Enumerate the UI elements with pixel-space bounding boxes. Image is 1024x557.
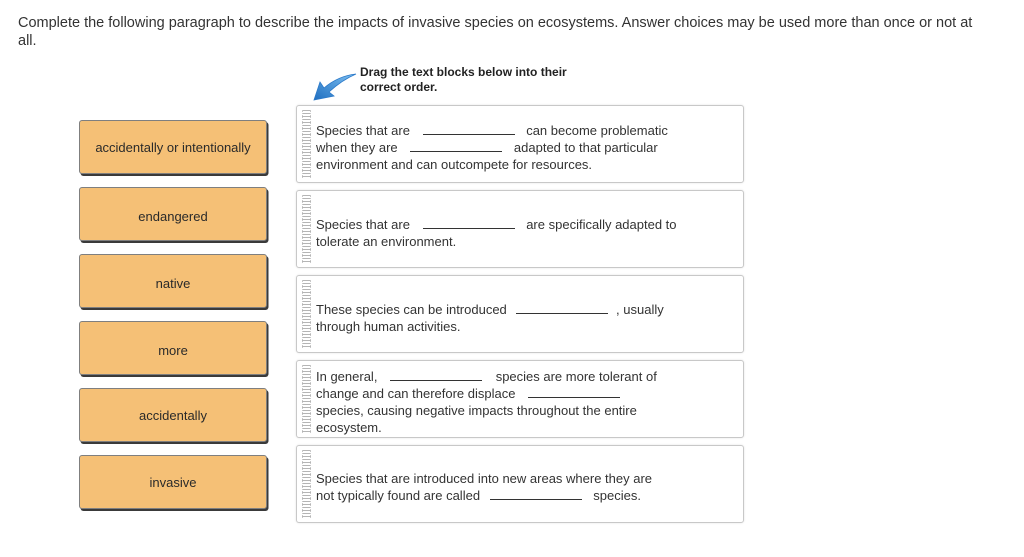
sentence-fragment: species. (593, 488, 641, 503)
sentence-line: ecosystem. (316, 420, 382, 435)
sentence-fragment: change and can therefore displace (316, 386, 516, 401)
sentence-line (316, 139, 733, 156)
drop-blank[interactable] (490, 488, 582, 500)
drop-blank[interactable] (390, 369, 482, 381)
curved-arrow-icon (312, 70, 358, 102)
drop-blank[interactable] (423, 217, 515, 229)
sentence-line: environment and can outcompete for resources. (316, 157, 593, 172)
drag-grip-icon[interactable] (302, 195, 311, 263)
answer-chip-native[interactable]: native (79, 254, 267, 308)
sentence-fragment: adapted to that particular (513, 140, 658, 155)
drag-grip-icon[interactable] (302, 110, 311, 178)
sentence-line (316, 216, 733, 233)
sentence-fragment: These species can be introduced (316, 302, 507, 317)
drop-blank[interactable] (410, 140, 502, 152)
sentence-line (316, 385, 733, 402)
drag-grip-icon[interactable] (302, 280, 311, 348)
drop-blank[interactable] (528, 386, 620, 398)
sentence-fragment: Species that are (316, 123, 410, 138)
sentence-text (316, 368, 733, 436)
answer-chip-accidentally[interactable]: accidentally (79, 388, 267, 442)
sentence-fragment: not typically found are called (316, 488, 481, 503)
drag-instruction-line: correct order. (360, 80, 438, 94)
sentence-block-1[interactable] (296, 105, 744, 183)
drop-blank[interactable] (516, 302, 608, 314)
sentence-line: species, causing negative impacts throughout the entire (316, 403, 637, 418)
sentence-fragment: In general, (316, 369, 378, 384)
sentence-line: Species that are introduced into new areas where they are (316, 471, 653, 486)
sentence-text (316, 301, 733, 335)
answer-chip-more[interactable]: more (79, 321, 267, 375)
drag-grip-icon[interactable] (302, 450, 311, 518)
sentence-text (316, 122, 733, 173)
drag-instruction-line: Drag the text blocks below into their (360, 65, 567, 79)
sentence-block-2[interactable] (296, 190, 744, 268)
sentence-line (316, 487, 733, 504)
sentence-line: tolerate an environment. (316, 234, 457, 249)
sentence-line (316, 301, 733, 318)
sentence-line: through human activities. (316, 319, 461, 334)
sentence-fragment: , usually (616, 302, 664, 317)
drag-instruction (360, 65, 600, 95)
sentence-line (316, 122, 733, 139)
drag-grip-icon[interactable] (302, 365, 311, 433)
drop-blank[interactable] (423, 123, 515, 135)
sentence-block-3[interactable] (296, 275, 744, 353)
sentence-fragment: are specifically adapted to (526, 217, 677, 232)
answer-chip-endangered[interactable]: endangered (79, 187, 267, 241)
sentence-text (316, 216, 733, 250)
sentence-fragment: Species that are (316, 217, 410, 232)
sentence-fragment: species are more tolerant of (495, 369, 657, 384)
sentence-fragment: can become problematic (526, 123, 668, 138)
instructions-text: Complete the following paragraph to describe the impacts of invasive species on ecosystems. Answer choices may be used more than once or not at all. (18, 15, 973, 49)
sentence-fragment: when they are (316, 140, 398, 155)
sentence-block-4[interactable] (296, 360, 744, 438)
sentence-block-5[interactable] (296, 445, 744, 523)
sentence-text (316, 470, 733, 504)
answer-chip-invasive[interactable]: invasive (79, 455, 267, 509)
answer-chip-accidentally-or-intentionally[interactable]: accidentally or intentionally (79, 120, 267, 174)
sentence-line (316, 368, 733, 385)
